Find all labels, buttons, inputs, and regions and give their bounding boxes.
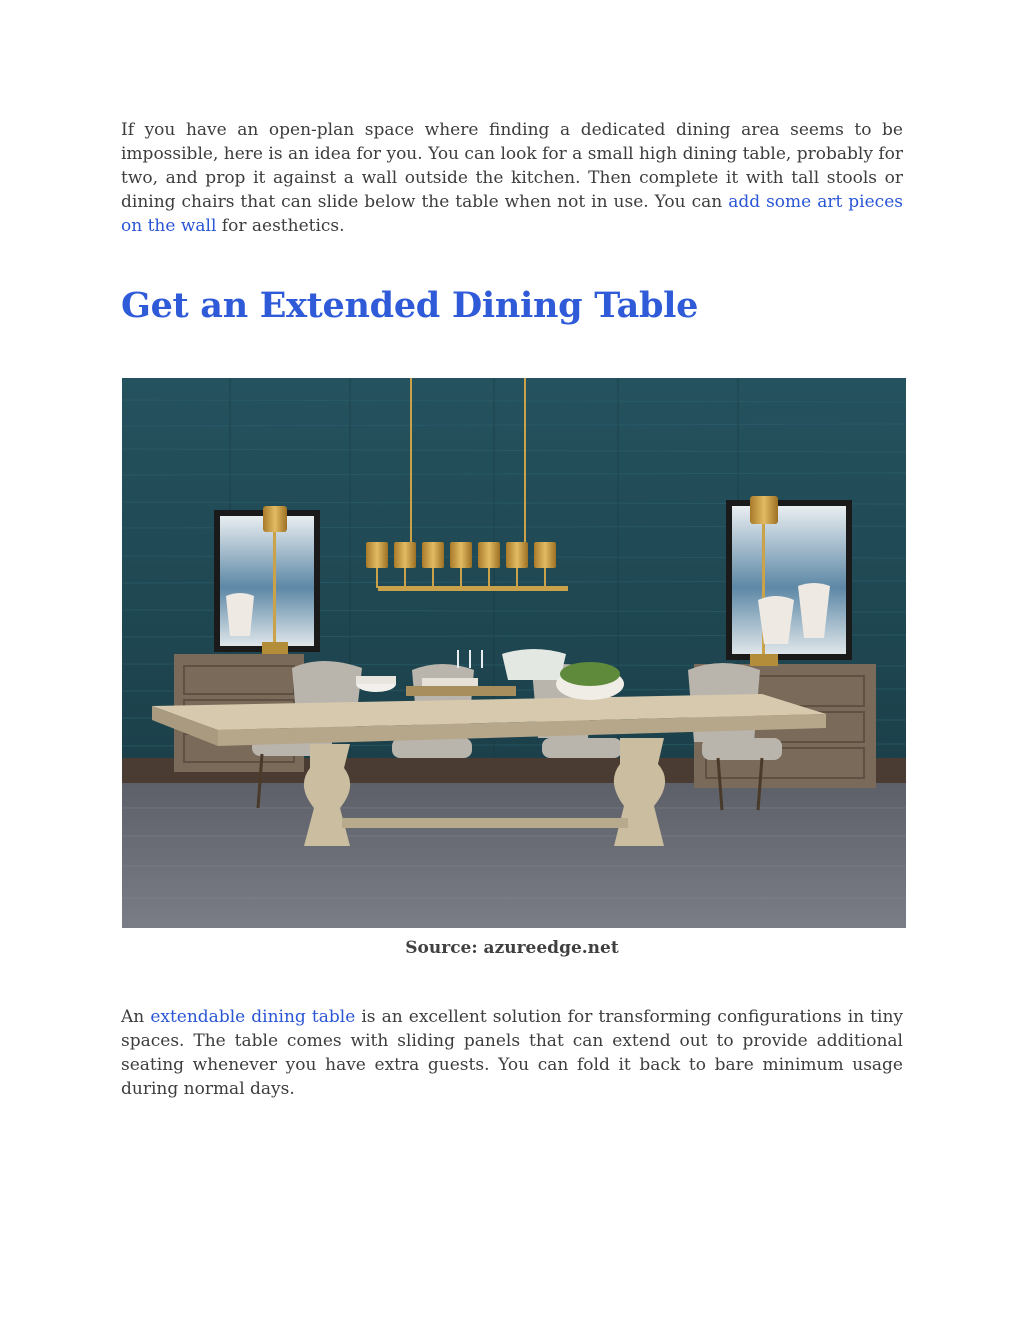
photo-caption: Source: azureedge.net bbox=[405, 938, 619, 958]
extendable-table-paragraph-block bbox=[121, 1005, 903, 1101]
extendable-table-paragraph bbox=[121, 1005, 903, 1101]
body-text-after-link: is an excellent solution for transforming configurations in tiny spaces. The table comes with sliding panels that can extend out to provide additional seating whenever you have extra guests. You can fold it back to bare minimum usage during normal days. bbox=[121, 1007, 903, 1099]
art-pieces-link[interactable]: add some art pieces on the wall bbox=[121, 192, 903, 236]
dining-room-photo bbox=[122, 378, 906, 928]
section-heading: Get an Extended Dining Table bbox=[121, 285, 699, 326]
intro-paragraph-block bbox=[121, 118, 903, 238]
extendable-dining-table-link[interactable]: extendable dining table bbox=[150, 1007, 356, 1027]
rug bbox=[122, 783, 906, 928]
intro-text-after-link: for aesthetics. bbox=[216, 216, 345, 236]
body-text-before-link: An bbox=[121, 1007, 151, 1027]
intro-text-before-link: If you have an open-plan space where finding a dedicated dining area seems to be impossible, here is an idea for you. You can look for a small high dining table, probably for two, and prop it against a wall outside the kitchen. Then complete it with tall stools or dining chairs that can slide below the table when not in use. You can bbox=[121, 120, 903, 212]
dining-room-illustration bbox=[122, 378, 906, 928]
intro-paragraph bbox=[121, 118, 903, 238]
